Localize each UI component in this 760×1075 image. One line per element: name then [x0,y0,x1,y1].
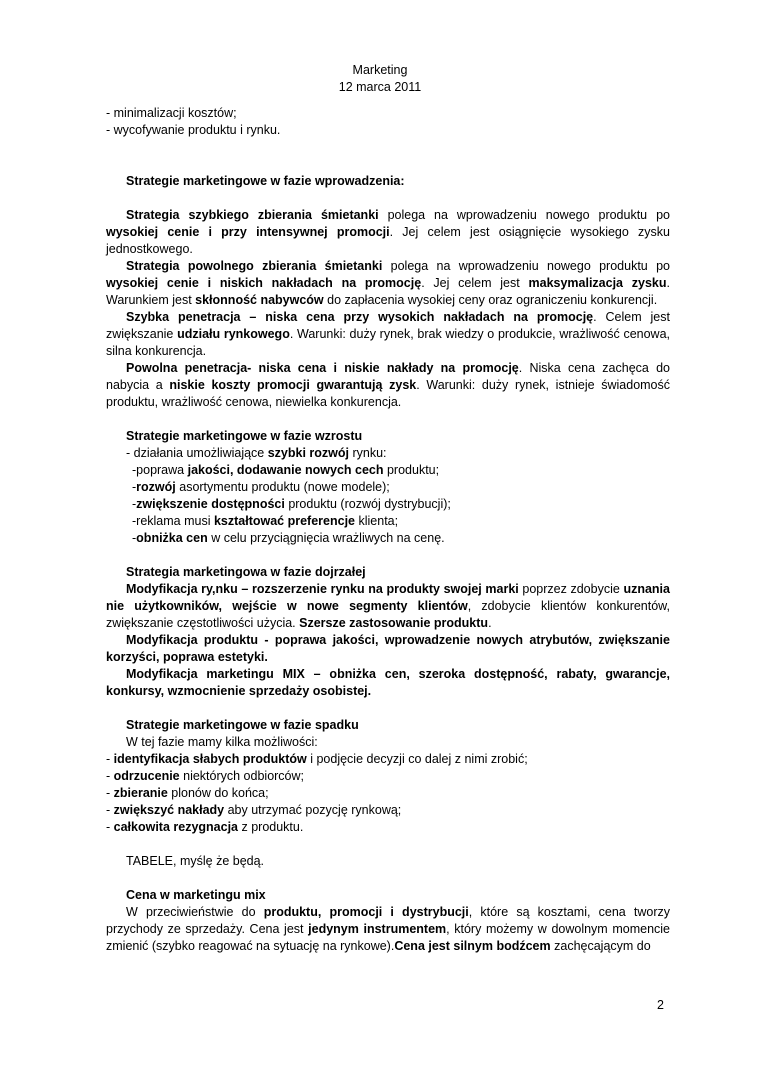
paragraph: Strategia powolnego zbierania śmietanki polega na wprowadzeniu nowego produktu po wysokiej cenie i niskich nakładach na promocję. Jej celem jest maksymalizacja zysku. Warunkiem jest skłonność nabywców do zapłacenia wysokiej ceny oraz ograniczeniu konkurencji. [106,259,671,307]
list-item: - zbieranie plonów do końca; [106,786,269,800]
list-item: -reklama musi kształtować preferencje klienta; [132,514,399,528]
paragraph: Modyfikacja produktu - poprawa jakości, wprowadzenie nowych atrybutów, zwiększanie korzyści, poprawa estetyki. [106,633,670,664]
section-heading: Strategie marketingowe w fazie wzrostu [126,429,363,443]
list-item: - zwiększyć nakłady aby utrzymać pozycję rynkową; [106,803,402,817]
list-item: - odrzucenie niektórych odbiorców; [106,769,305,783]
list-item: - identyfikacja słabych produktów i podjęcie decyzji co dalej z nimi zrobić; [106,752,528,766]
list-item: -obniżka cen w celu przyciągnięcia wrażliwych na cenę. [132,531,445,545]
section-heading: Strategie marketingowe w fazie spadku [126,718,359,732]
list-item: - całkowita rezygnacja z produktu. [106,820,304,834]
paragraph: Powolna penetracja- niska cena i niskie nakłady na promocję. Niska cena zachęca do nabycia a niskie koszty promocji gwarantują zysk. Warunki: duży rynek, istnieje świadomość produktu, wrażliwość cenowa, niewielka konkurencja. [106,361,671,409]
paragraph: Szybka penetracja – niska cena przy wysokich nakładach na promocję. Celem jest zwiększanie udziału rynkowego. Warunki: duży rynek, brak wiedzy o produkcie, wrażliwość cenowa, silna konkurencja. [106,310,671,358]
list-item: -rozwój asortymentu produktu (nowe modele); [132,480,390,494]
document-body [106,105,670,955]
page-number: 2 [657,998,664,1012]
paragraph: W przeciwieństwie do produktu, promocji i dystrybucji, które są kosztami, cena tworzy przychody ze sprzedaży. Cena jest jedynym instrumentem, który możemy w dowolnym momencie zmienić (szybko reagować na sytuację na rynkowe).Cena jest silnym bodźcem zachęcającym do [106,905,671,953]
section-heading: Cena w marketingu mix [126,888,266,902]
list-item: - działania umożliwiające szybki rozwój rynku: [126,446,387,460]
paragraph: Strategia szybkiego zbierania śmietanki polega na wprowadzeniu nowego produktu po wysokiej cenie i przy intensywnej promocji. Jej celem jest osiągnięcie wysokiego zysku jednostkowego. [106,208,670,256]
paragraph: Modyfikacja marketingu MIX – obniżka cen, szeroka dostępność, rabaty, gwarancje, konkursy, wzmocnienie sprzedaży osobistej. [106,667,670,698]
paragraph: W tej fazie mamy kilka możliwości: [126,735,318,749]
note: TABELE, myślę że będą. [126,854,265,868]
intro-line: - wycofywanie produktu i rynku. [106,123,281,137]
intro-line: - minimalizacji kosztów; [106,106,237,120]
list-item: -poprawa jakości, dodawanie nowych cech produktu; [132,463,440,477]
header-title: Marketing [352,63,408,77]
section-heading: Strategie marketingowe w fazie wprowadzenia: [126,174,405,188]
paragraph: Modyfikacja ry,nku – rozszerzenie rynku na produkty swojej marki poprzez zdobycie uznania nie użytkowników, wejście w nowe segmenty klientów, zdobycie klientów konkurentów, zwiększanie częstotliwości użycia. Szersze zastosowanie produktu. [106,582,670,630]
header-date: 12 marca 2011 [338,80,422,94]
section-heading: Strategia marketingowa w fazie dojrzałej [126,565,366,579]
list-item: -zwiększenie dostępności produktu (rozwój dystrybucji); [132,497,451,511]
page-header [0,62,760,96]
